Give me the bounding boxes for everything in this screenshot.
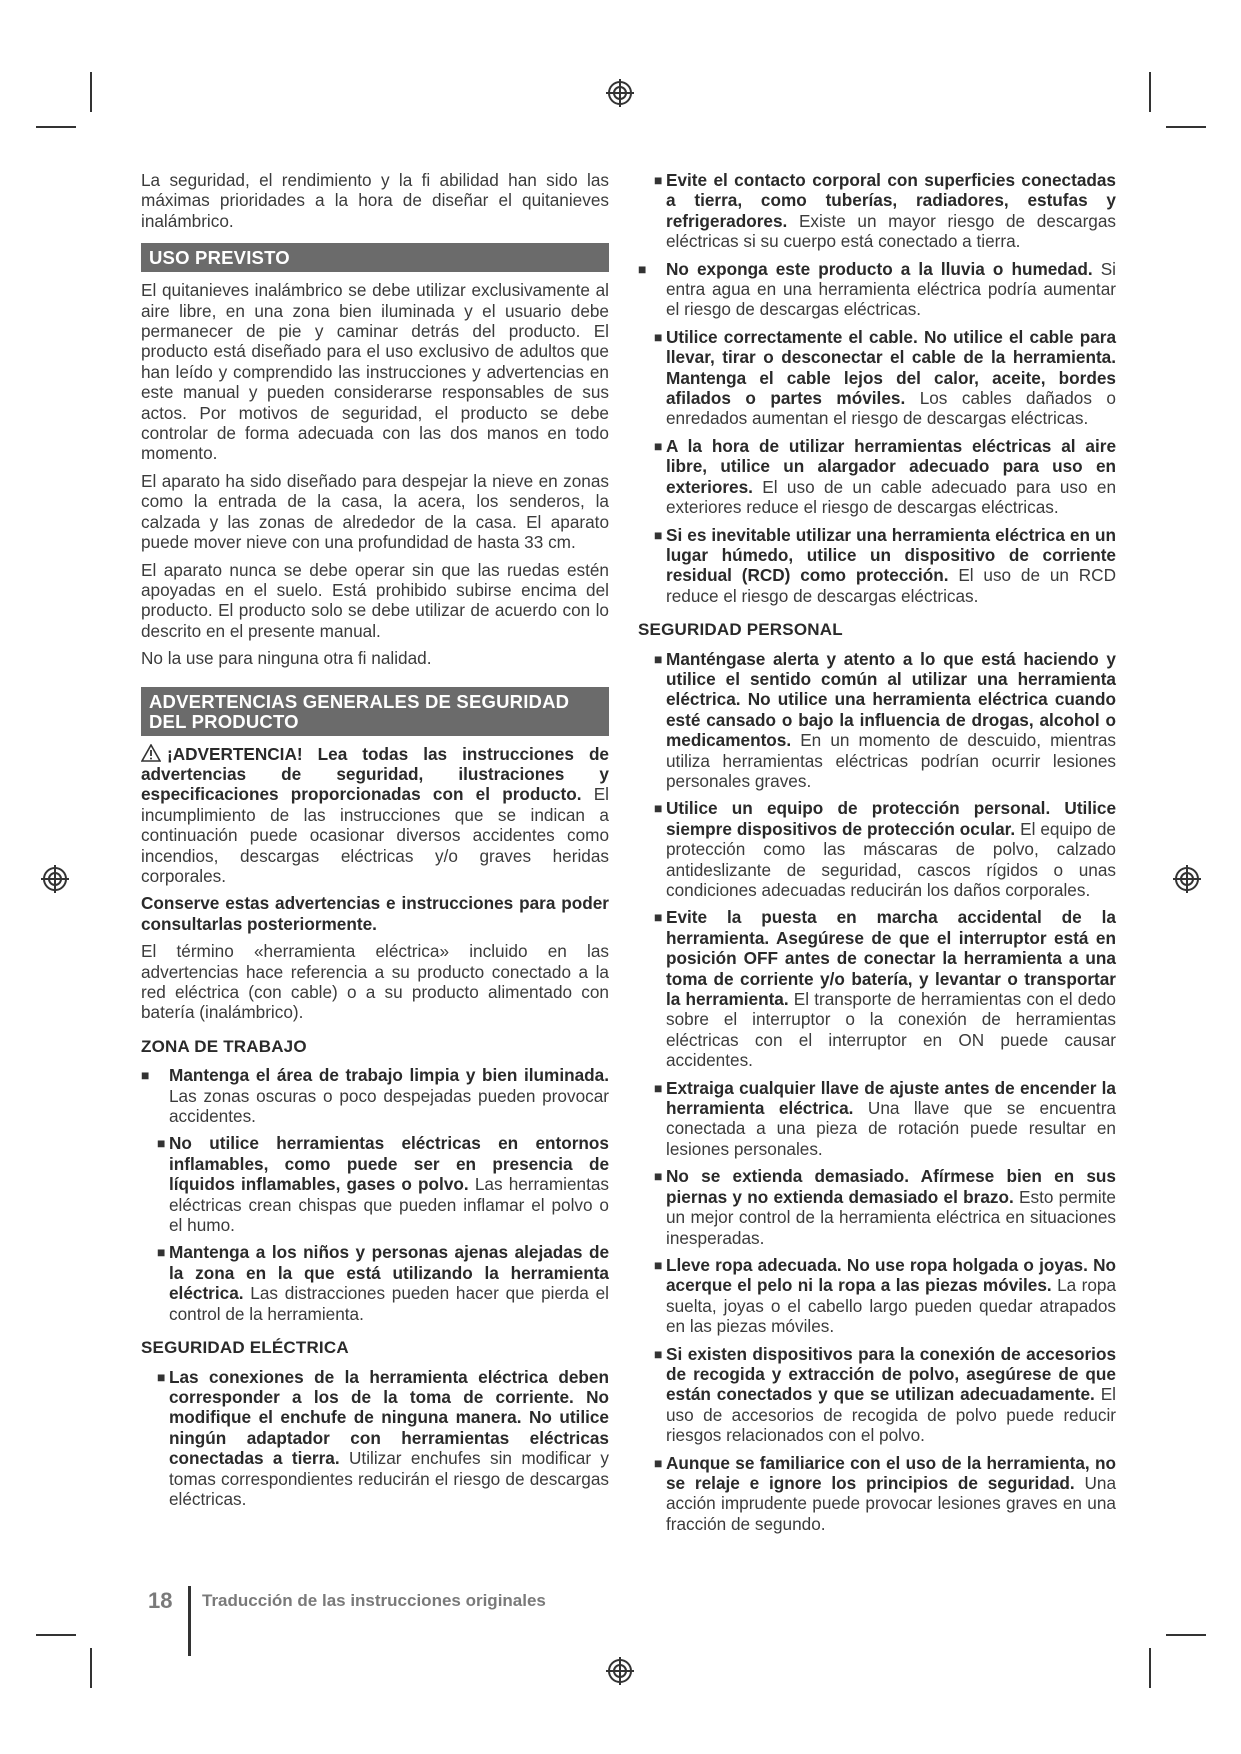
list-item: ■ Utilice un equipo de protección personal. Utilice siempre dispositivos de protección ocular. El equipo de protección como las máscaras de polvo, calzado antideslizante de seguridad, cascos rígidos o unas condiciones adecuadas reducirán los daños corporales. [654,798,1116,900]
list-item: ■ Las conexiones de la herramienta eléctrica deben corresponder a los de la toma de corriente. No modifique el enchufe de ninguna manera. No utilice ningún adaptador con herramientas eléctricas conectadas a tierra. Utilizar enchufes sin modificar y tomas correspondientes reducirán el riesgo de descargas eléctricas. [157,1366,610,1509]
list-item: ■ No exponga este producto a la lluvia o humedad. Si entra agua en una herramienta eléctrica podría aumentar el riesgo de descargas eléctricas. [638,258,1117,320]
warning-triangle-icon [141,744,161,762]
crop-mark [1149,1648,1151,1688]
crop-mark [1166,126,1206,128]
termino-paragraph: El término «herramienta eléctrica» incluido en las advertencias hace referencia a su producto conectado a la red eléctrica (con cable) o a su producto alimentado con batería (inalámbrico). [141,941,609,1023]
seguridad-personal-heading: SEGURIDAD PERSONAL [638,620,843,640]
list-item: ■ Utilice correctamente el cable. No utilice el cable para llevar, tirar o desconectar el cable de la herramienta. Mantenga el cable lejos del calor, aceite, bordes afilados o partes móviles. Los cables dañados o enredados aumentan el riesgo de descargas eléctricas. [654,326,1116,429]
list-item: ■ Aunque se familiarice con el uso de la herramienta, no se relaje e ignore los principios de seguridad. Una acción imprudente puede provocar lesiones graves en una fracción de segundo. [654,1452,1117,1534]
uso-paragraph-2: El aparato ha sido diseñado para despejar la nieve en zonas como la entrada de la casa, la acera, los senderos, la calzada y las zonas de alrededor de la casa. El aparato puede mover nieve con una profundidad de hasta 33 cm. [141,470,609,553]
left-column [141,170,609,1516]
registration-mark-icon [1172,864,1202,894]
list-item: ■ Extraiga cualquier llave de ajuste antes de encender la herramienta eléctrica. Una llave que se encuentra conectada a una pieza de rotación puede resultar en lesiones personales. [654,1077,1116,1159]
list-item: ■ A la hora de utilizar herramientas eléctricas al aire libre, utilice un alargador adecuado para uso en exteriores. El uso de un cable adecuado para uso en exteriores reduce el riesgo de descargas eléctricas. [654,435,1116,518]
crop-mark [36,126,76,128]
list-item: ■ Mantenga a los niños y personas ajenas alejadas de la zona en la que está utilizando la herramienta eléctrica. Las distracciones pueden hacer que pierda el control de la herramienta. [157,1242,609,1324]
list-item: ■ Evite la puesta en marcha accidental de la herramienta. Asegúrese de que el interruptor está en posición OFF antes de conectar la herramienta a una toma de corriente y/o batería, y levantar o transportar la herramienta. El transporte de herramientas con el dedo sobre el interruptor o la conexión de herramientas eléctricas con el interruptor en ON puede causar accidentes. [654,907,1116,1071]
list-item: ■ Si existen dispositivos para la conexión de accesorios de recogida y extracción de polvo, asegúrese de que están conectados y que se utilizan adecuadamente. El uso de accesorios de recogida de polvo puede reducir riesgos relacionados con el polvo. [654,1343,1117,1446]
list-item: ■ No utilice herramientas eléctricas en entornos inflamables, como puede ser en presencia de líquidos inflamables, gases o polvo. Las herramientas eléctricas crean chispas que pueden inflamar el polvo o el humo. [157,1133,609,1236]
crop-mark [36,1634,76,1636]
right-column [638,170,1116,1541]
warning-paragraph [141,744,609,887]
list-item: ■ No se extienda demasiado. Afírmese bien en sus piernas y no extienda demasiado el brazo. Esto permite un mejor control de la herramienta eléctrica en situaciones inesperadas. [654,1166,1116,1248]
list-item: ■ Si es inevitable utilizar una herramienta eléctrica en un lugar húmedo, utilice un dispositivo de corriente residual (RCD) como protección. El uso de un RCD reduce el riesgo de descargas eléctricas. [654,524,1116,606]
list-item: ■ Lleve ropa adecuada. No use ropa holgada o joyas. No acerque el pelo ni la ropa a las piezas móviles. La ropa suelta, joyas o el cabello largo pueden quedar atrapados en las piezas móviles. [654,1254,1116,1337]
registration-mark-icon [605,78,635,108]
footer-text: Traducción de las instrucciones originales [202,1591,546,1610]
crop-mark [1149,72,1151,112]
list-item: ■ Evite el contacto corporal con superficies conectadas a tierra, como tuberías, radiadores, estufas y refrigeradores. Existe un mayor riesgo de descargas eléctricas si su cuerpo está conectado a tierra. [654,170,1117,252]
page-number: 18 [148,1588,173,1613]
conserve-paragraph: Conserve estas advertencias e instrucciones para poder consultarlas posteriormente. [141,893,609,934]
crop-mark [1166,1634,1206,1636]
crop-mark [90,1648,92,1688]
uso-paragraph-4: No la use para ninguna otra fi nalidad. [141,648,432,669]
uso-paragraph-1: El quitanieves inalámbrico se debe utilizar exclusivamente al aire libre, en una zona bien iluminada y el usuario debe permanecer de pie y caminar detrás del producto. El producto está diseñado para el uso exclusivo de adultos que han leído y comprendido las instrucciones y advertencias en este manual y pueden considerarse responsables de sus actos. Por motivos de seguridad, el producto se debe controlar de forma adecuada con las dos manos en todo momento. [141,280,609,464]
list-item: ■ Manténgase alerta y atento a lo que está haciendo y utilice el sentido común al utilizar una herramienta eléctrica. No utilice una herramienta eléctrica cuando esté cansado o bajo la influencia de drogas, alcohol o medicamentos. En un momento de descuido, mientras utiliza herramientas eléctricas podrían ocurrir lesiones personales graves. [654,648,1116,791]
registration-mark-icon [605,1656,635,1686]
footer-divider [188,1586,191,1656]
list-item: ■ Mantenga el área de trabajo limpia y bien iluminada. Las zonas oscuras o poco despejadas pueden provocar accidentes. [141,1065,609,1127]
uso-previsto-heading: USO PREVISTO [141,243,609,272]
warning-bold: ¡ADVERTENCIA! Lea todas las instrucciones de advertencias de seguridad, ilustraciones y especificaciones proporcionadas con el producto. [141,743,609,805]
intro-paragraph: La seguridad, el rendimiento y la fi abilidad han sido las máximas prioridades a la hora de diseñar el quitanieves inalámbrico. [141,170,609,231]
registration-mark-icon [40,864,70,894]
seguridad-electrica-heading: SEGURIDAD ELÉCTRICA [141,1338,349,1358]
crop-mark [90,72,92,112]
warning-text: El incumplimiento de las instrucciones que se indican a continuación puede ocasionar diversos accidentes como incendios, descargas eléctricas y/o graves heridas corporales. [141,784,610,886]
uso-paragraph-3: El aparato nunca se debe operar sin que las ruedas estén apoyadas en el suelo. Está prohibido subirse encima del producto. El producto solo se debe utilizar de acuerdo con lo descrito en el presente manual. [141,559,609,641]
zona-trabajo-heading: ZONA DE TRABAJO [141,1036,307,1056]
advertencias-heading: ADVERTENCIAS GENERALES DE SEGURIDAD DEL PRODUCTO [141,687,609,736]
